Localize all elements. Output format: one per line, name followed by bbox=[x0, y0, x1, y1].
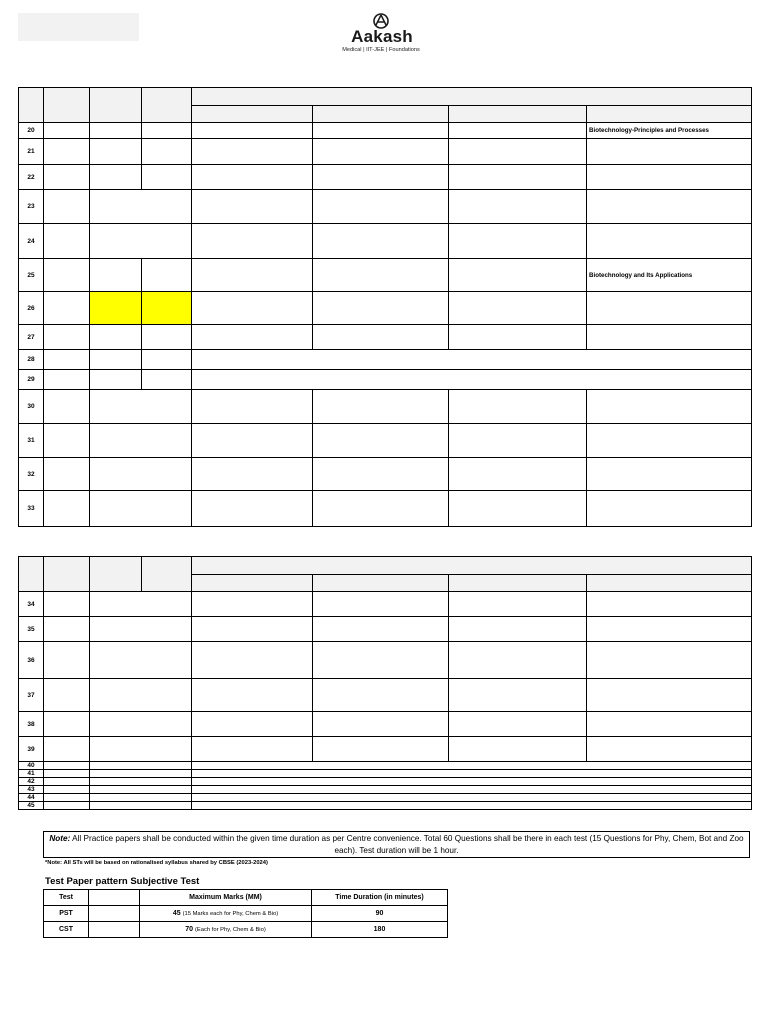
table-row bbox=[19, 802, 752, 810]
highlighted-cell bbox=[142, 292, 192, 325]
table-cell bbox=[192, 424, 313, 458]
row-number: 28 bbox=[19, 350, 44, 370]
topic-cell bbox=[587, 325, 752, 350]
table-cell bbox=[313, 617, 449, 642]
topic-cell bbox=[587, 139, 752, 165]
table-row bbox=[19, 190, 752, 224]
table-cell bbox=[449, 325, 587, 350]
table-cell bbox=[192, 370, 752, 390]
table-cell bbox=[90, 458, 192, 491]
practice-paper-note bbox=[43, 831, 750, 858]
table-row bbox=[19, 794, 752, 802]
pst-time: 90 bbox=[312, 906, 448, 922]
table-row bbox=[19, 259, 752, 292]
table-cell bbox=[142, 165, 192, 190]
header-cell bbox=[313, 106, 449, 123]
table-header-row bbox=[19, 557, 752, 575]
table-cell bbox=[90, 617, 192, 642]
table-header-row bbox=[19, 88, 752, 106]
pattern-title: Test Paper pattern Subjective Test bbox=[45, 876, 200, 887]
pst-label: PST bbox=[44, 906, 89, 922]
table-cell bbox=[449, 617, 587, 642]
topic-cell bbox=[587, 491, 752, 527]
table-row bbox=[19, 491, 752, 527]
topic-cell bbox=[587, 617, 752, 642]
table-cell bbox=[313, 165, 449, 190]
table-cell bbox=[44, 770, 90, 778]
table-cell bbox=[192, 390, 313, 424]
row-number: 44 bbox=[19, 794, 44, 802]
table-cell bbox=[90, 224, 192, 259]
table-cell bbox=[192, 737, 313, 762]
table-cell bbox=[90, 802, 192, 810]
header-cell bbox=[192, 106, 313, 123]
row-number: 25 bbox=[19, 259, 44, 292]
table-cell bbox=[44, 370, 90, 390]
table-cell bbox=[90, 325, 142, 350]
note-label: Note: bbox=[49, 834, 71, 843]
table-cell bbox=[449, 458, 587, 491]
table-cell bbox=[90, 370, 142, 390]
row-number: 24 bbox=[19, 224, 44, 259]
table-cell bbox=[449, 139, 587, 165]
row-number: 45 bbox=[19, 802, 44, 810]
aakash-logo bbox=[334, 12, 428, 58]
table-cell bbox=[449, 679, 587, 712]
table-cell bbox=[449, 712, 587, 737]
table-cell bbox=[192, 770, 752, 778]
table-cell bbox=[90, 794, 192, 802]
row-number: 21 bbox=[19, 139, 44, 165]
cst-marks bbox=[140, 922, 312, 938]
row-number: 23 bbox=[19, 190, 44, 224]
table-cell bbox=[90, 491, 192, 527]
table-cell bbox=[44, 325, 90, 350]
table-cell bbox=[90, 712, 192, 737]
row-number: 30 bbox=[19, 390, 44, 424]
table-row bbox=[19, 592, 752, 617]
table-cell bbox=[90, 737, 192, 762]
row-number: 27 bbox=[19, 325, 44, 350]
topic-cell bbox=[587, 642, 752, 679]
table-cell bbox=[313, 390, 449, 424]
row-number: 42 bbox=[19, 778, 44, 786]
header-cell bbox=[313, 575, 449, 592]
table-cell bbox=[313, 190, 449, 224]
row-number: 22 bbox=[19, 165, 44, 190]
test-pattern-table bbox=[43, 889, 448, 938]
table-cell bbox=[449, 424, 587, 458]
table-cell bbox=[44, 737, 90, 762]
header-cell bbox=[142, 88, 192, 123]
table-cell bbox=[44, 491, 90, 527]
row-number: 37 bbox=[19, 679, 44, 712]
header-blank bbox=[89, 890, 140, 906]
table-cell bbox=[142, 350, 192, 370]
table-cell bbox=[313, 737, 449, 762]
table-cell bbox=[192, 224, 313, 259]
header-cell bbox=[44, 557, 90, 592]
table-cell bbox=[313, 592, 449, 617]
header-cell bbox=[19, 557, 44, 592]
table-cell bbox=[90, 190, 192, 224]
table-cell bbox=[44, 712, 90, 737]
table-row bbox=[19, 424, 752, 458]
topic-cell bbox=[587, 458, 752, 491]
table-cell bbox=[44, 794, 90, 802]
table-cell bbox=[313, 139, 449, 165]
table-cell bbox=[192, 123, 313, 139]
cst-blank bbox=[89, 922, 140, 938]
row-number: 35 bbox=[19, 617, 44, 642]
schedule-table-1 bbox=[18, 87, 752, 527]
table-cell bbox=[449, 123, 587, 139]
row-number: 39 bbox=[19, 737, 44, 762]
table-cell bbox=[313, 424, 449, 458]
syllabus-note: *Note: All STs will be based on rationalised syllabus shared by CBSE (2023-2024) bbox=[45, 860, 268, 866]
topic-cell bbox=[587, 165, 752, 190]
table-cell bbox=[192, 794, 752, 802]
table-cell bbox=[192, 786, 752, 794]
table-cell bbox=[44, 642, 90, 679]
row-number: 36 bbox=[19, 642, 44, 679]
row-number: 33 bbox=[19, 491, 44, 527]
table-row bbox=[19, 458, 752, 491]
note-text: All Practice papers shall be conducted within the given time duration as per Centre convenience. Total 60 Questions shall be there in each test (15 Questions for Phy, Chem, Bot and Zoo each). Test duration will be 1 hour. bbox=[72, 834, 744, 855]
table-cell bbox=[44, 390, 90, 424]
table-cell bbox=[449, 292, 587, 325]
table-cell bbox=[90, 786, 192, 794]
header-cell bbox=[449, 575, 587, 592]
table-cell bbox=[449, 190, 587, 224]
table-cell bbox=[44, 424, 90, 458]
header-cell bbox=[90, 88, 142, 123]
table-row bbox=[19, 224, 752, 259]
table-cell bbox=[142, 325, 192, 350]
table-cell bbox=[90, 642, 192, 679]
table-cell bbox=[192, 679, 313, 712]
table-cell bbox=[142, 259, 192, 292]
table-cell bbox=[192, 350, 752, 370]
table-cell bbox=[44, 139, 90, 165]
pattern-row-pst bbox=[44, 906, 448, 922]
table-cell bbox=[90, 139, 142, 165]
table-cell bbox=[142, 139, 192, 165]
table-cell bbox=[44, 786, 90, 794]
table-row bbox=[19, 737, 752, 762]
table-row bbox=[19, 679, 752, 712]
table-cell bbox=[44, 292, 90, 325]
table-row bbox=[19, 390, 752, 424]
table-cell bbox=[90, 123, 142, 139]
cst-marks-value: 70 bbox=[185, 926, 194, 933]
pattern-header-row bbox=[44, 890, 448, 906]
table-cell bbox=[90, 679, 192, 712]
table-cell bbox=[192, 259, 313, 292]
table-row bbox=[19, 617, 752, 642]
table-row bbox=[19, 123, 752, 139]
table-cell bbox=[192, 190, 313, 224]
table-cell bbox=[449, 491, 587, 527]
table-cell bbox=[90, 770, 192, 778]
header-cell bbox=[90, 557, 142, 592]
table-cell bbox=[90, 350, 142, 370]
header-time-duration: Time Duration (in minutes) bbox=[312, 890, 448, 906]
table-cell bbox=[192, 292, 313, 325]
table-cell bbox=[142, 370, 192, 390]
table-cell bbox=[313, 679, 449, 712]
header-cell bbox=[449, 106, 587, 123]
cst-label: CST bbox=[44, 922, 89, 938]
schedule-table-2 bbox=[18, 556, 752, 810]
row-number: 41 bbox=[19, 770, 44, 778]
table-cell bbox=[44, 259, 90, 292]
row-number: 26 bbox=[19, 292, 44, 325]
table-cell bbox=[313, 642, 449, 679]
table-cell bbox=[44, 224, 90, 259]
table-row bbox=[19, 292, 752, 325]
table-cell bbox=[449, 642, 587, 679]
table-cell bbox=[192, 642, 313, 679]
header-cell bbox=[587, 575, 752, 592]
topic-cell bbox=[587, 679, 752, 712]
header-cell bbox=[19, 88, 44, 123]
logo-tagline: Medical | IIT-JEE | Foundations bbox=[342, 47, 420, 53]
table-cell bbox=[313, 224, 449, 259]
topic-cell bbox=[587, 737, 752, 762]
table-cell bbox=[313, 491, 449, 527]
pst-marks-value: 45 bbox=[172, 910, 181, 917]
pst-marks-note: (15 Marks each for Phy, Chem & Bio) bbox=[182, 911, 279, 917]
table-cell bbox=[44, 762, 90, 770]
table-cell bbox=[44, 458, 90, 491]
table-cell bbox=[449, 259, 587, 292]
table-cell bbox=[44, 123, 90, 139]
topic-cell bbox=[587, 424, 752, 458]
row-number: 38 bbox=[19, 712, 44, 737]
topic-cell bbox=[587, 592, 752, 617]
table-cell bbox=[192, 802, 752, 810]
header-test: Test bbox=[44, 890, 89, 906]
table-cell bbox=[192, 491, 313, 527]
row-number: 20 bbox=[19, 123, 44, 139]
table-cell bbox=[90, 165, 142, 190]
table-cell bbox=[313, 458, 449, 491]
header-cell bbox=[587, 106, 752, 123]
table-cell bbox=[192, 778, 752, 786]
table-cell bbox=[44, 802, 90, 810]
table-cell bbox=[192, 762, 752, 770]
topic-cell: Biotechnology-Principles and Processes bbox=[587, 123, 752, 139]
table-row bbox=[19, 370, 752, 390]
pst-marks bbox=[140, 906, 312, 922]
table-cell bbox=[313, 712, 449, 737]
table-row bbox=[19, 770, 752, 778]
table-cell bbox=[44, 679, 90, 712]
table-row bbox=[19, 165, 752, 190]
table-cell bbox=[44, 592, 90, 617]
table-cell bbox=[192, 165, 313, 190]
table-row bbox=[19, 642, 752, 679]
table-cell bbox=[449, 737, 587, 762]
table-cell bbox=[449, 224, 587, 259]
logo-wordmark: Aakash bbox=[351, 27, 413, 46]
table-row bbox=[19, 350, 752, 370]
topic-cell bbox=[587, 190, 752, 224]
table-cell bbox=[192, 712, 313, 737]
header-cell bbox=[142, 557, 192, 592]
table-cell bbox=[44, 350, 90, 370]
row-number: 40 bbox=[19, 762, 44, 770]
table-row bbox=[19, 778, 752, 786]
table-cell bbox=[449, 592, 587, 617]
cst-time: 180 bbox=[312, 922, 448, 938]
row-number: 32 bbox=[19, 458, 44, 491]
topic-cell bbox=[587, 292, 752, 325]
cst-marks-note: (Each for Phy, Chem & Bio) bbox=[194, 927, 266, 933]
table-cell bbox=[449, 390, 587, 424]
table-row bbox=[19, 762, 752, 770]
header-placeholder-box bbox=[18, 13, 139, 41]
table-cell bbox=[44, 165, 90, 190]
table-cell bbox=[44, 617, 90, 642]
table-row bbox=[19, 786, 752, 794]
header-max-marks: Maximum Marks (MM) bbox=[140, 890, 312, 906]
table-row bbox=[19, 325, 752, 350]
table-cell bbox=[192, 458, 313, 491]
header-cell bbox=[192, 575, 313, 592]
topic-cell bbox=[587, 224, 752, 259]
highlighted-cell bbox=[90, 292, 142, 325]
table-cell bbox=[313, 259, 449, 292]
table-cell bbox=[90, 592, 192, 617]
topic-cell bbox=[587, 712, 752, 737]
pattern-row-cst bbox=[44, 922, 448, 938]
table-cell bbox=[90, 762, 192, 770]
row-number: 43 bbox=[19, 786, 44, 794]
header-cell bbox=[44, 88, 90, 123]
table-cell bbox=[449, 165, 587, 190]
topic-cell: Biotechnology and Its Applications bbox=[587, 259, 752, 292]
table-cell bbox=[90, 424, 192, 458]
row-number: 34 bbox=[19, 592, 44, 617]
table-cell bbox=[90, 778, 192, 786]
row-number: 31 bbox=[19, 424, 44, 458]
pst-blank bbox=[89, 906, 140, 922]
header-cell bbox=[192, 557, 752, 575]
table-cell bbox=[90, 390, 192, 424]
header-cell bbox=[192, 88, 752, 106]
table-cell bbox=[192, 325, 313, 350]
table-cell bbox=[313, 292, 449, 325]
topic-cell bbox=[587, 390, 752, 424]
table-cell bbox=[192, 617, 313, 642]
row-number: 29 bbox=[19, 370, 44, 390]
table-row bbox=[19, 712, 752, 737]
table-cell bbox=[313, 325, 449, 350]
table-cell bbox=[44, 190, 90, 224]
table-cell bbox=[90, 259, 142, 292]
table-cell bbox=[313, 123, 449, 139]
table-cell bbox=[142, 123, 192, 139]
table-row bbox=[19, 139, 752, 165]
table-cell bbox=[192, 139, 313, 165]
table-cell bbox=[44, 778, 90, 786]
table-cell bbox=[192, 592, 313, 617]
